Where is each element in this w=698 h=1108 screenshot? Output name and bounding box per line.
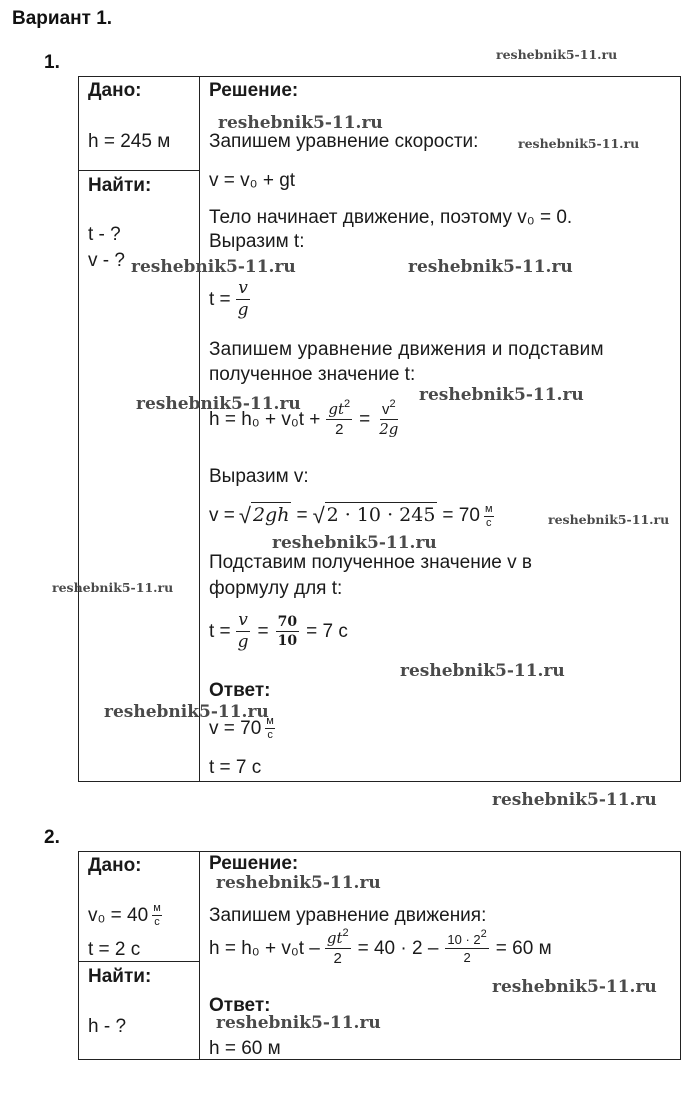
numerator-term: 10 · 2 bbox=[447, 932, 481, 947]
formula-t-result bbox=[209, 612, 348, 651]
v-result: = 70 bbox=[442, 505, 480, 526]
unit-m-per-s bbox=[484, 504, 494, 529]
watermark: reshebnik5-11.ru bbox=[492, 790, 657, 810]
t2-result: = 7 с bbox=[306, 620, 348, 642]
problem-2-number: 2. bbox=[44, 827, 60, 848]
find-item-h: h - ? bbox=[88, 1016, 127, 1037]
watermark: reshebnik5-11.ru bbox=[216, 1013, 381, 1033]
formula-velocity: v = v₀ + gt bbox=[209, 170, 296, 191]
find-item-v: v - ? bbox=[88, 250, 125, 271]
watermark: reshebnik5-11.ru bbox=[218, 113, 383, 133]
fraction-v-g bbox=[236, 280, 251, 319]
sqrt-2gh: √ 2gh bbox=[238, 503, 290, 528]
fraction-v2-over-2g bbox=[377, 398, 400, 438]
given-v0-text: v₀ = 40 bbox=[88, 904, 149, 926]
fraction-denominator: 2 bbox=[335, 421, 344, 438]
answer-label: Ответ: bbox=[209, 995, 271, 1016]
watermark: reshebnik5-11.ru bbox=[419, 385, 584, 405]
watermark: reshebnik5-11.ru bbox=[131, 257, 296, 277]
fraction-gt2-over-2 bbox=[325, 927, 351, 967]
unit-denominator: с bbox=[267, 729, 273, 741]
problem-2-given-separator bbox=[78, 961, 200, 962]
fraction-denominator: 2 bbox=[333, 950, 342, 967]
solution-label: Решение: bbox=[209, 80, 299, 101]
watermark: reshebnik5-11.ru bbox=[496, 47, 618, 62]
solution-line-motion-eq: Запишем уравнение движения и подставим bbox=[209, 339, 604, 360]
eq-result: = 60 м bbox=[495, 937, 552, 959]
fraction-10x2sq-over-2 bbox=[445, 928, 488, 965]
fraction-denominator: g bbox=[237, 300, 249, 320]
solution-line-formula-for-t: формулу для t: bbox=[209, 578, 343, 599]
solution-label: Решение: bbox=[209, 853, 299, 874]
problem-1-divider bbox=[199, 76, 200, 782]
fraction-70-10 bbox=[276, 615, 299, 648]
given-label: Дано: bbox=[88, 80, 142, 101]
watermark: reshebnik5-11.ru bbox=[408, 257, 573, 277]
fraction-denominator: 10 bbox=[277, 633, 298, 649]
equals-sign: = bbox=[257, 620, 269, 642]
watermark: reshebnik5-11.ru bbox=[548, 512, 670, 527]
fraction-numerator: v bbox=[238, 278, 248, 298]
watermark: reshebnik5-11.ru bbox=[400, 661, 565, 681]
v-term: v bbox=[382, 401, 390, 418]
unit-denominator: с bbox=[485, 516, 492, 529]
eq-mid: = 40 · 2 – bbox=[357, 937, 439, 959]
motion-lhs: h = h₀ + v₀t + bbox=[209, 408, 321, 430]
solution-line-substitute-v: Подставим полученное значение v в bbox=[209, 552, 533, 573]
given-t: t = 2 с bbox=[88, 939, 141, 960]
exponent: 2 bbox=[342, 927, 349, 939]
exponent: 2 bbox=[389, 398, 396, 410]
radicand: 2gh bbox=[252, 504, 290, 526]
equals-sign: = bbox=[296, 505, 308, 526]
fraction-v-g bbox=[236, 612, 251, 651]
gt-term: gt bbox=[328, 400, 345, 418]
sqrt-numeric: √ 2 · 10 · 245 bbox=[312, 503, 436, 528]
gt-term: gt bbox=[326, 929, 343, 947]
problem-1-given-separator bbox=[78, 170, 200, 171]
t-lhs: t = bbox=[209, 288, 231, 310]
solution-line-express-t: Выразим t: bbox=[209, 231, 305, 252]
fraction-denominator: g bbox=[237, 632, 249, 652]
given-value: h = 245 м bbox=[88, 131, 171, 152]
unit-denominator: с bbox=[154, 916, 160, 928]
answer-v-text: v = 70 bbox=[209, 717, 262, 739]
solution-line-express-v: Выразим v: bbox=[209, 466, 309, 487]
t2-lhs: t = bbox=[209, 620, 231, 642]
fraction-denominator: 2 bbox=[463, 950, 471, 965]
formula-t-v-over-g bbox=[209, 280, 253, 319]
watermark: reshebnik5-11.ru bbox=[136, 394, 301, 414]
formula-v-sqrt bbox=[209, 503, 496, 529]
problem-1-number: 1. bbox=[44, 52, 60, 73]
variant-title: Вариант 1. bbox=[12, 8, 113, 29]
answer-label: Ответ: bbox=[209, 680, 271, 701]
watermark: reshebnik5-11.ru bbox=[272, 533, 437, 553]
watermark: reshebnik5-11.ru bbox=[52, 580, 174, 595]
solution-line-v0-zero: Тело начинает движение, поэтому v₀ = 0. bbox=[209, 207, 573, 228]
find-label: Найти: bbox=[88, 175, 152, 196]
v-lhs: v = bbox=[209, 505, 235, 526]
radicand: 2 · 10 · 245 bbox=[326, 504, 436, 526]
solution-line-substitute-t: полученное значение t: bbox=[209, 364, 416, 385]
unit-m-per-s bbox=[152, 903, 162, 928]
exponent: 2 bbox=[344, 398, 351, 410]
watermark: reshebnik5-11.ru bbox=[104, 702, 269, 722]
equals-sign: = bbox=[359, 408, 371, 430]
find-item-t: t - ? bbox=[88, 224, 121, 245]
unit-numerator: м bbox=[153, 902, 161, 914]
solution-line-motion-eq: Запишем уравнение движения: bbox=[209, 905, 487, 926]
answer-h: h = 60 м bbox=[209, 1038, 281, 1059]
solution-line-velocity-eq: Запишем уравнение скорости: bbox=[209, 131, 479, 152]
fraction-numerator: v bbox=[238, 610, 248, 630]
given-v0 bbox=[88, 903, 164, 928]
exponent: 2 bbox=[480, 928, 487, 940]
fraction-numerator: 70 bbox=[277, 614, 298, 630]
fraction-gt2-over-2 bbox=[326, 398, 352, 438]
problem-2-divider bbox=[199, 851, 200, 1060]
fraction-denominator: 2g bbox=[379, 420, 399, 438]
answer-t: t = 7 с bbox=[209, 757, 262, 778]
formula-h bbox=[209, 927, 552, 967]
find-label: Найти: bbox=[88, 966, 152, 987]
eq-lhs: h = h₀ + v₀t – bbox=[209, 937, 320, 959]
watermark: reshebnik5-11.ru bbox=[518, 136, 640, 151]
watermark: reshebnik5-11.ru bbox=[492, 977, 657, 997]
given-label: Дано: bbox=[88, 855, 142, 876]
unit-numerator: м bbox=[484, 502, 493, 515]
watermark: reshebnik5-11.ru bbox=[216, 873, 381, 893]
unit-numerator: м bbox=[266, 715, 274, 727]
